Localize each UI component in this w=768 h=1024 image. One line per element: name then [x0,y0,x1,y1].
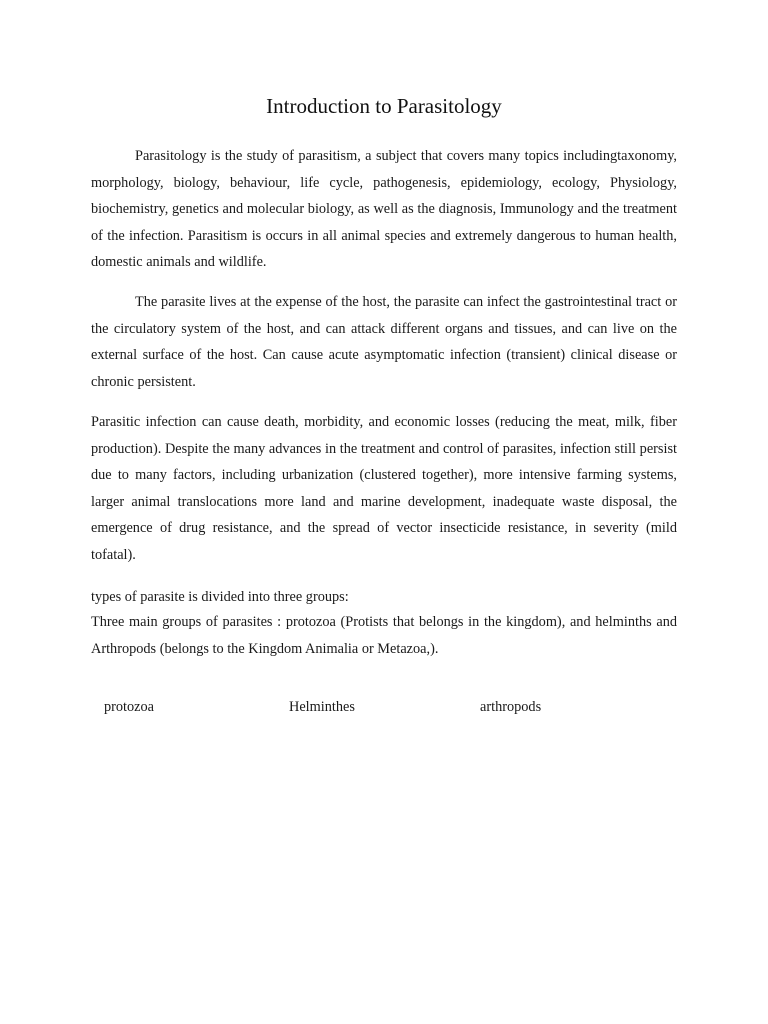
paragraph-host-relation: The parasite lives at the expense of the host, the parasite can infect the gastrointestinal tract or the circulatory system of the host, and can attack different organs and tissues, and can live on the external surface of the host. Can cause acute asymptomatic infection (transient) clinical disease or chronic persistent. [91,294,677,390]
paragraph-impact: Parasitic infection can cause death, morbidity, and economic losses (reducing the meat, milk, fiber production). Despite the many advances in the treatment and control of parasites, infection still persist due to many factors, including urbanization (clustered together), more intensive farming systems, larger animal translocations more land and marine development, inadequate waste disposal, the emergence of drug resistance, and the spread of vector insecticide resistance, in severity (mild tofatal). [91,414,677,563]
page-title: Introduction to Parasitology [266,94,502,118]
group-label-arthropods: arthropods [480,699,542,715]
paragraph-types-intro: types of parasite is divided into three groups: [91,589,349,605]
group-label-protozoa: protozoa [104,699,155,715]
group-label-helminthes: Helminthes [289,699,355,715]
paragraph-definition: Parasitology is the study of parasitism, a subject that covers many topics includingtaxonomy, morphology, biology, behaviour, life cycle, pathogenesis, epidemiology, ecology, Physiology, biochemistry, genetics and molecular biology, as well as the diagnosis, Immunology and the treatment of the infection. Parasitism is occurs in all animal species and extremely dangerous to human health, domestic animals and wildlife. [91,148,677,270]
paragraph-main-groups: Three main groups of parasites : protozoa (Protists that belongs in the kingdom), and helminths and Arthropods (belongs to the Kingdom Animalia or Metazoa,). [91,614,677,657]
